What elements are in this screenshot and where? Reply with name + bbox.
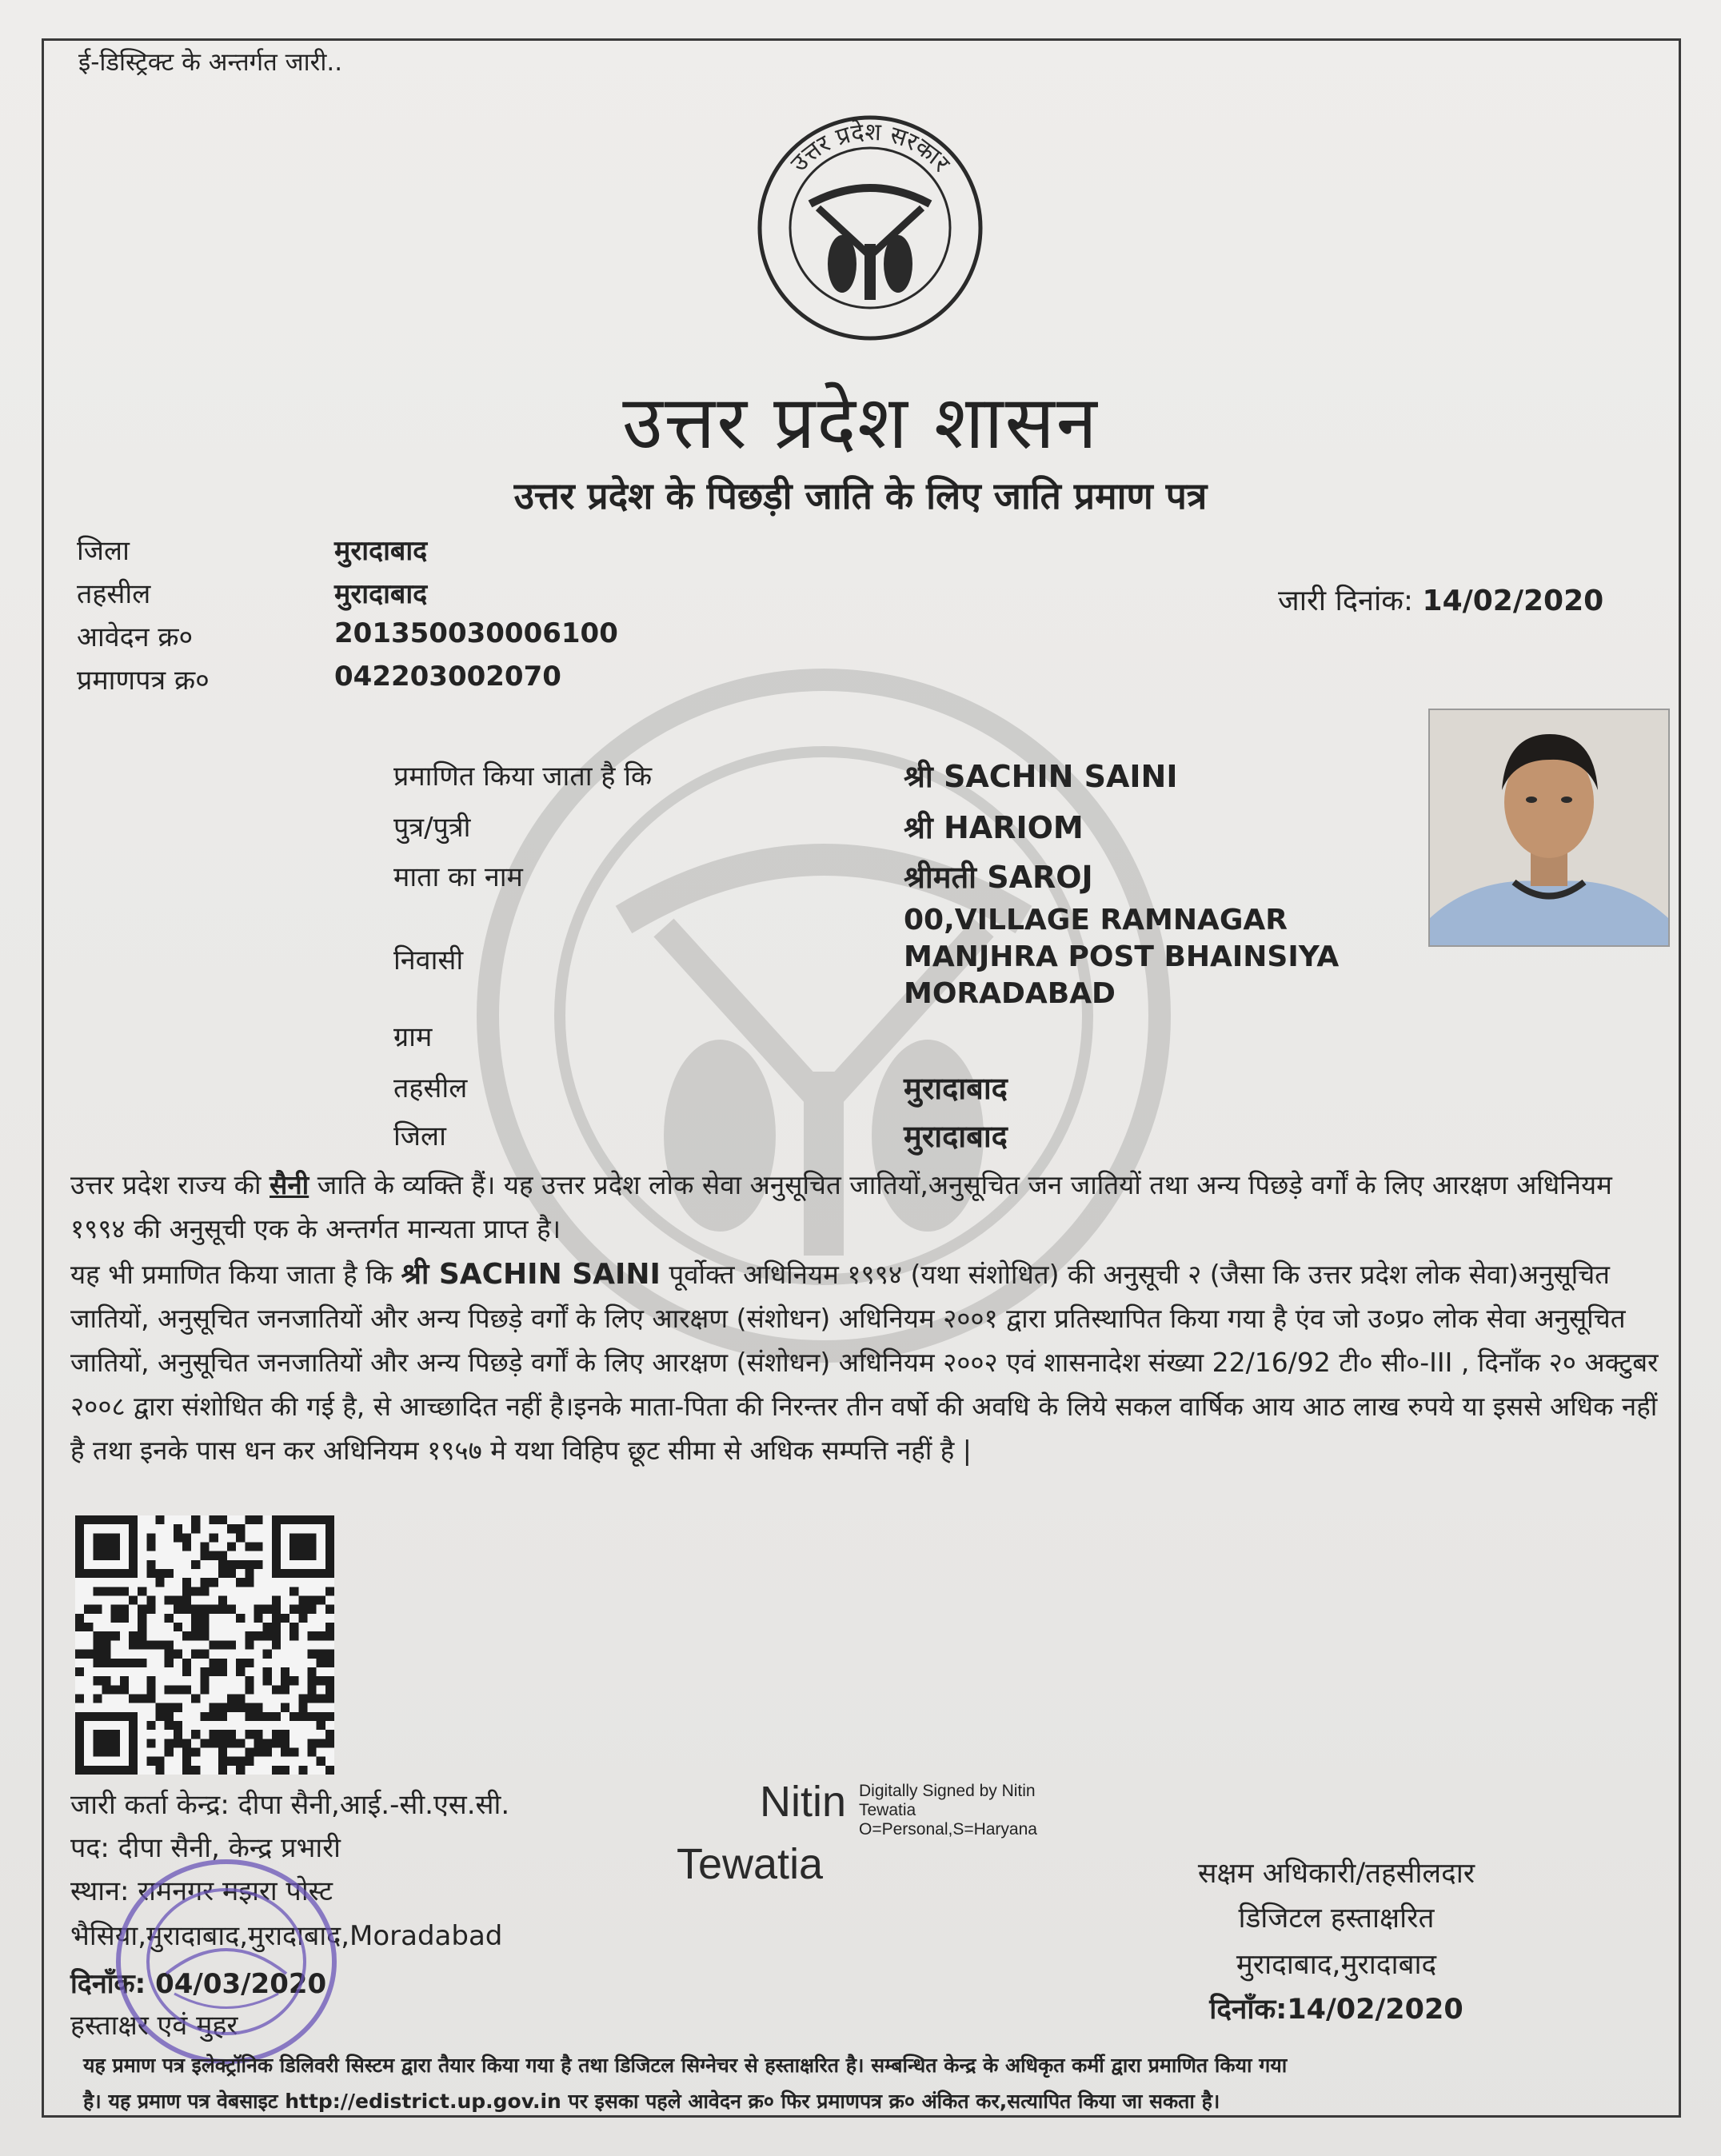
emblem-text: उत्तर प्रदेश सरकार xyxy=(785,118,956,178)
address-line-1: 00,VILLAGE RAMNAGAR xyxy=(904,904,1288,936)
authority-location: मुरादाबाद,मुरादाबाद xyxy=(1236,1949,1437,1981)
applicant-portrait-image xyxy=(1430,710,1668,945)
certification-paragraph-start: यह भी प्रमाणित किया जाता है कि xyxy=(70,1259,401,1290)
mother-name: श्रीमती SAROJ xyxy=(904,860,1093,895)
person-district-value: मुरादाबाद xyxy=(904,1119,1008,1154)
parent-label: पुत्र/पुत्री xyxy=(393,812,471,844)
parent-name: श्री HARIOM xyxy=(904,810,1084,845)
authority-digital-note: डिजिटल हस्ताक्षरित xyxy=(1238,1902,1435,1934)
qr-code xyxy=(75,1515,334,1775)
footer-note xyxy=(83,2047,1667,2119)
address-line-3: MORADABAD xyxy=(904,977,1116,1010)
center-seal-stamp-icon xyxy=(110,1854,342,2070)
applicant-name: श्री SACHIN SAINI xyxy=(904,759,1178,794)
mother-label: माता का नाम xyxy=(393,861,523,893)
certification-paragraph-name: श्री SACHIN SAINI xyxy=(401,1258,661,1291)
certificate-subtitle: उत्तर प्रदेश के पिछड़ी जाति के लिए जाति प्रमाण पत्र xyxy=(513,474,1208,517)
application-number-label: आवेदन क्र० xyxy=(77,621,194,653)
person-tehsil-label: तहसील xyxy=(393,1072,468,1104)
caste-name: सैनी xyxy=(270,1169,309,1200)
issuer-place-line-1: स्थान: रामनगर मझरा पोस्ट xyxy=(70,1875,333,1907)
district-label: जिला xyxy=(77,535,130,567)
authority-title: सक्षम अधिकारी/तहसीलदार xyxy=(1197,1858,1475,1890)
caste-paragraph-start: उत्तर प्रदेश राज्य की xyxy=(70,1169,270,1200)
up-state-emblem-icon xyxy=(750,108,990,348)
issuer-date: दिनाँक: 04/03/2020 xyxy=(70,1968,327,2000)
digital-signature-line-1: Digitally Signed by Nitin Tewatia xyxy=(859,1782,1036,1819)
tehsil-label: तहसील xyxy=(77,578,151,610)
person-tehsil-value: मुरादाबाद xyxy=(904,1071,1008,1106)
digital-signature-details xyxy=(859,1782,1067,1839)
issuer-center: जारी कर्ता केन्द्र: दीपा सैनी,आई.-सी.एस.सी. xyxy=(70,1789,510,1821)
issuer-post: पद: दीपा सैनी, केन्द्र प्रभारी xyxy=(70,1832,341,1864)
authority-date: दिनाँक:14/02/2020 xyxy=(1209,1994,1463,2026)
person-district-label: जिला xyxy=(393,1120,446,1152)
page-title: उत्तर प्रदेश शासन xyxy=(622,380,1099,465)
issuer-place-line-2: भैसिया,मुरादाबाद,मुरादाबाद,Moradabad xyxy=(70,1920,503,1952)
certification-paragraph-end: पूर्वोक्त अधिनियम १९९४ (यथा संशोधित) की अनुसूची २ (जैसा कि उत्तर प्रदेश लोक सेवा)अनुसूचित जातियों, अनुसूचित जनजातियों और अन्य पिछड़े वर्गों के लिए आरक्षण (संशोधन) अधिनियम २००१ द्वारा प्रतिस्थापित किया गया है एंव जो उ०प्र० लोक सेवा अनुसूचित जातियों, अनुसूचित जनजातियों और अन्य पिछड़े वर्गों के लिए आरक्षण (संशोधन) अधिनियम २००२ एवं शासनादेश संख्या 22/16/92 टी० सी०-III , दिनाँक २० अक्टुबर २००८ द्वारा संशोधित की गई है, से आच्छादित नहीं है।इनके माता-पिता की निरन्तर तीन वर्षो की अवधि के लिये सकल वार्षिक आय आठ लाख रुपये या इससे अधिक नहीं है तथा इनके पास धन कर अधिनियम १९५७ मे यथा विहिप छूट सीमा से अधिक सम्पत्ति नहीं है | xyxy=(70,1259,1659,1466)
caste-paragraph-end: जाति के व्यक्ति हैं। यह उत्तर प्रदेश लोक सेवा अनुसूचित जातियों,अनुसूचित जन जातियों तथा अन्य पिछड़े वर्गों के लिए आरक्षण अधिनियम १९९४ की अनुसूची एक के अन्तर्गत मान्यता प्राप्त है। xyxy=(70,1169,1612,1244)
footer-line-1: यह प्रमाण पत्र इलेक्ट्रॉनिक डिलिवरी सिस्टम द्वारा तैयार किया गया है तथा डिजिटल सिग्नेचर से हस्ताक्षरित है। सम्बन्धित केन्द्र के अधिकृत कर्मी द्वारा प्रमाणित किया गया xyxy=(83,2054,1288,2077)
applicant-photo xyxy=(1428,709,1670,947)
application-number-value: 201350030006100 xyxy=(334,617,618,649)
issue-date-label: जारी दिनांक: xyxy=(1278,585,1414,617)
certificate-number-value: 042203002070 xyxy=(334,661,561,693)
certificate-number-label: प्रमाणपत्र क्र० xyxy=(77,665,210,697)
district-value: मुरादाबाद xyxy=(334,535,428,567)
address-line-2: MANJHRA POST BHAINSIYA xyxy=(904,940,1340,973)
footer-line-2: है। यह प्रमाण पत्र वेबसाइट http://edistrict.up.gov.in पर इसका पहले आवेदन क्र० फिर प्रमाणपत्र क्र० अंकित कर,सत्यापित किया जा सकता है। xyxy=(83,2090,1220,2113)
resident-label: निवासी xyxy=(393,944,464,976)
issue-date-value: 14/02/2020 xyxy=(1422,585,1604,617)
issue-date xyxy=(1278,580,1603,619)
tehsil-value: मुरादाबाद xyxy=(334,578,428,610)
certified-label: प्रमाणित किया जाता है कि xyxy=(393,761,653,793)
caste-paragraph xyxy=(70,1163,1670,1251)
header-note: ई-डिस्ट्रिक्ट के अन्तर्गत जारी.. xyxy=(78,48,343,77)
digital-signer-last-name: Tewatia xyxy=(677,1840,824,1888)
village-label: ग्राम xyxy=(393,1021,433,1053)
digital-signature-line-2: O=Personal,S=Haryana xyxy=(859,1820,1037,1839)
digital-signer-first-name: Nitin xyxy=(760,1778,847,1826)
certification-paragraph xyxy=(70,1252,1670,1472)
issuer-sign-label: हस्ताक्षर एवं मुहर xyxy=(70,2010,238,2042)
